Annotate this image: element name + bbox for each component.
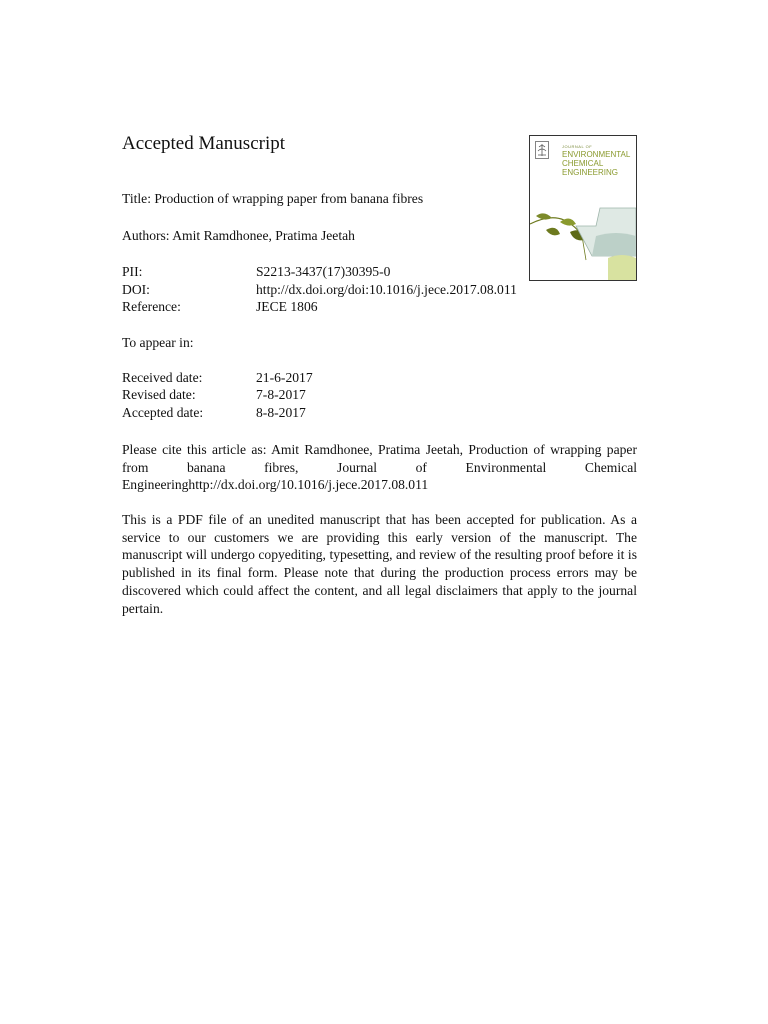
- page-title: Accepted Manuscript: [122, 133, 286, 154]
- pii-row: [122, 263, 602, 281]
- journal-title-line-1: ENVIRONMENTAL: [562, 150, 631, 159]
- accepted-date-row: [122, 404, 602, 422]
- elsevier-logo: [535, 141, 549, 159]
- accepted-date-value: 8-8-2017: [256, 405, 306, 420]
- journal-title-line-2: CHEMICAL: [562, 159, 604, 168]
- received-date-row: [122, 369, 602, 387]
- revised-date-row: [122, 386, 602, 404]
- revised-date-value: 7-8-2017: [256, 387, 306, 402]
- revised-date-label: Revised date:: [122, 387, 196, 402]
- received-date-label: Received date:: [122, 370, 203, 385]
- citation-paragraph: Please cite this article as: Amit Ramdhonee, Pratima Jeetah, Production of wrapping paper from banana fibres, Journal of Environmental Chemical Engineeringhttp://dx.doi.org/10.1016/j.jece.2017.08.011: [122, 442, 637, 493]
- doi-label: DOI:: [122, 282, 150, 297]
- journal-cover-title: [562, 144, 636, 177]
- article-authors: Authors: Amit Ramdhonee, Pratima Jeetah: [122, 228, 355, 243]
- disclaimer-paragraph: This is a PDF file of an unedited manuscript that has been accepted for publication. As a service to our customers we are providing this early version of the manuscript. The manuscript will undergo copyediting, typesetting, and review of the resulting proof before it is published in its final form. Please note that during the production process errors may be discovered which could affect the content, and all legal disclaimers that apply to the journal pertain.: [122, 512, 637, 616]
- journal-title-line-3: ENGINEERING: [562, 168, 619, 177]
- journal-cover-image: [529, 135, 637, 281]
- article-title: Title: Production of wrapping paper from banana fibres: [122, 191, 424, 206]
- pii-label: PII:: [122, 264, 143, 279]
- to-appear-in: To appear in:: [122, 335, 194, 350]
- accepted-date-label: Accepted date:: [122, 405, 204, 420]
- reference-row: [122, 298, 602, 316]
- reference-value: JECE 1806: [256, 299, 318, 314]
- received-date-value: 21-6-2017: [256, 370, 313, 385]
- doi-value: http://dx.doi.org/doi:10.1016/j.jece.2017.08.011: [256, 282, 517, 297]
- journal-of-label: JOURNAL OF: [562, 144, 593, 149]
- doi-row: [122, 281, 602, 299]
- reference-label: Reference:: [122, 299, 181, 314]
- pii-value: S2213-3437(17)30395-0: [256, 264, 391, 279]
